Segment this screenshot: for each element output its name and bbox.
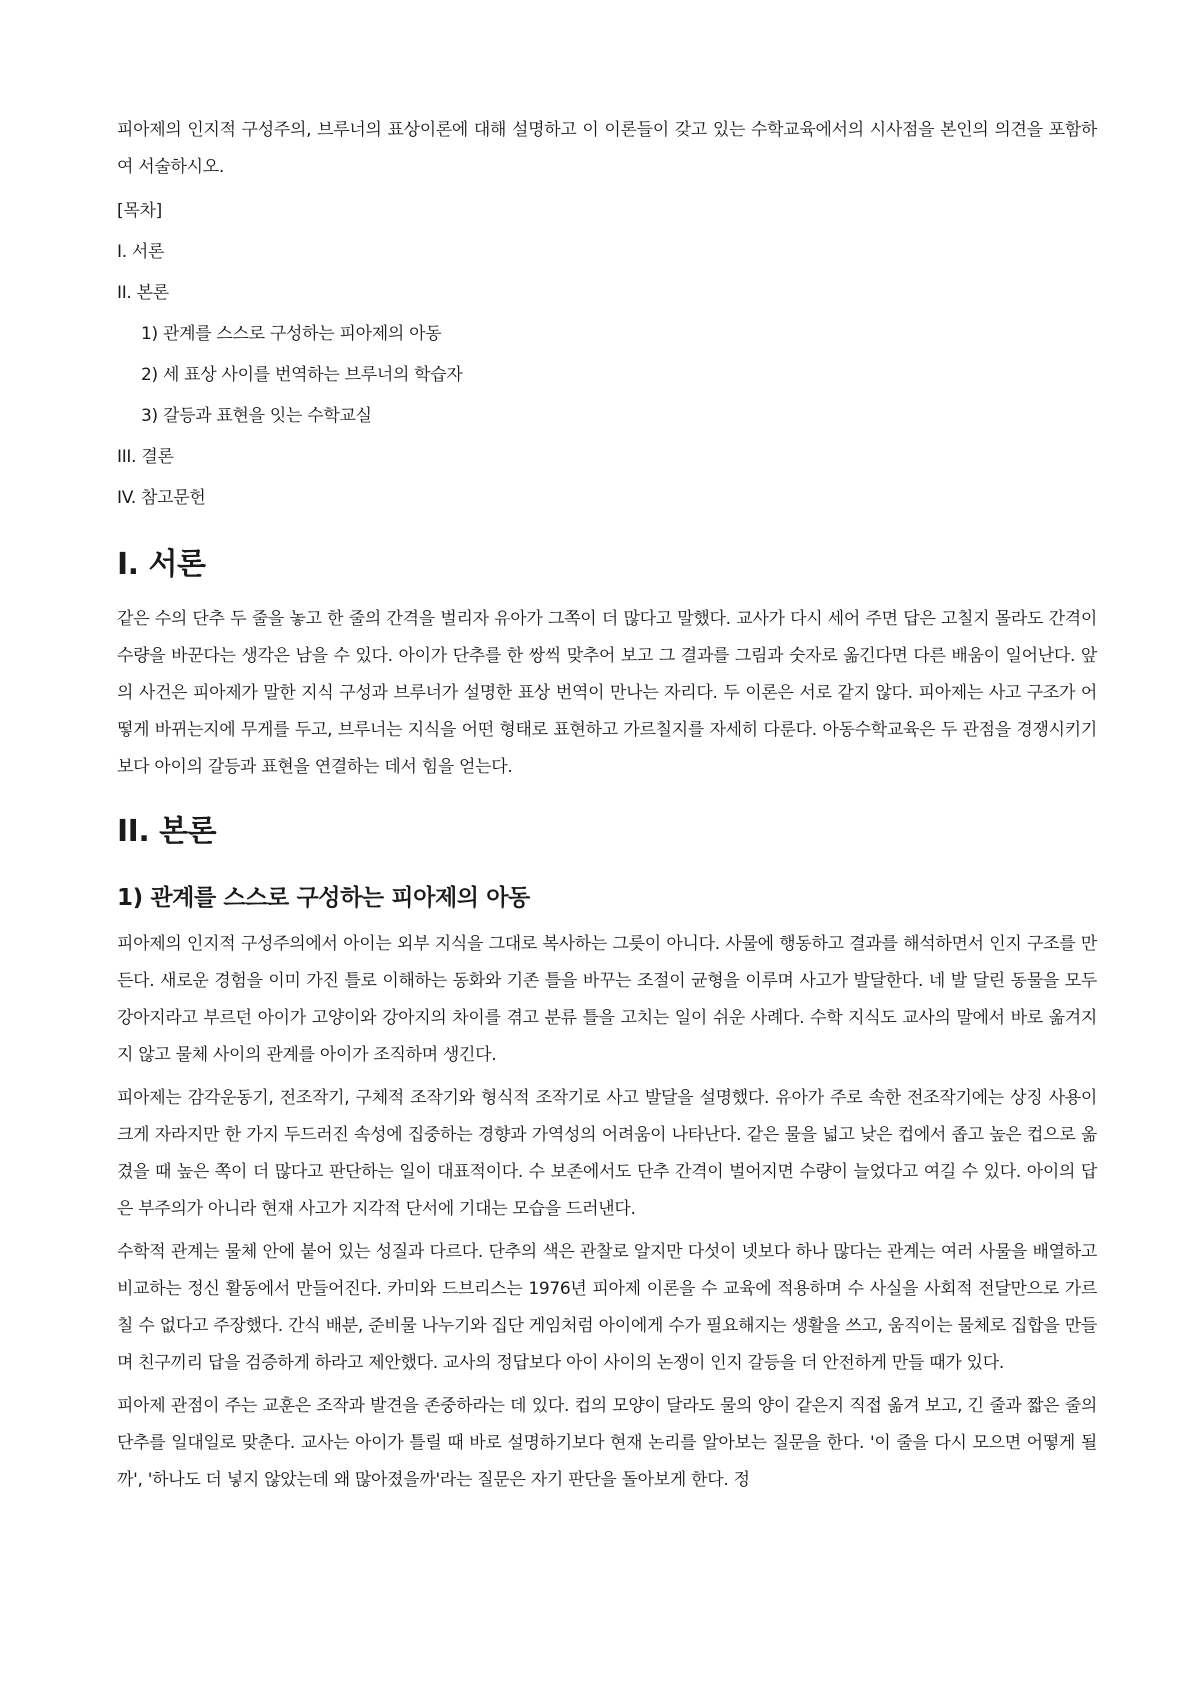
toc-item: III. 결론 (117, 447, 174, 467)
subsection-heading-piaget: 1) 관계를 스스로 구성하는 피아제의 아동 (117, 885, 530, 911)
body-paragraph: 피아제는 감각운동기, 전조작기, 구체적 조작기와 형식적 조작기로 사고 발달을 설명했다. 유아가 주로 속한 전조작기에는 상징 사용이 크게 자라지만 한 가지 두드러진 속성에 집중하는 경향과 가역성의 어려움이 나타난다. 같은 물을 넓고 낮은 컵에서 좁고 높은 컵으로 옮겼을 때 높은 쪽이 더 많다고 판단하는 일이 대표적이다. 수 보존에서도 단추 간격이 벌어지면 수량이 늘었다고 여길 수 있다. 아이의 답은 부주의가 아니라 현재 사고가 지각적 단서에 기대는 모습을 드러낸다. (117, 1088, 1097, 1219)
body-paragraph: 수학적 관계는 물체 안에 붙어 있는 성질과 다르다. 단추의 색은 관찰로 알지만 다섯이 넷보다 하나 많다는 관계는 여러 사물을 배열하고 비교하는 정신 활동에서 만들어진다. 카미와 드브리스는 1976년 피아제 이론을 수 교육에 적용하며 수 사실을 사회적 전달만으로 가르칠 수 없다고 주장했다. 간식 배분, 준비물 나누기와 집단 게임처럼 아이에게 수가 필요해지는 생활을 쓰고, 움직이는 물체로 집합을 만들며 친구끼리 답을 검증하게 하라고 제안했다. 교사의 정답보다 아이 사이의 논쟁이 인지 갈등을 더 안전하게 만들 때가 있다. (117, 1242, 1097, 1373)
toc-title: [목차] (117, 201, 162, 221)
toc-item: IV. 참고문헌 (117, 488, 206, 508)
body-paragraph: 피아제의 인지적 구성주의에서 아이는 외부 지식을 그대로 복사하는 그릇이 아니다. 사물에 행동하고 결과를 해석하면서 인지 구조를 만든다. 새로운 경험을 이미 가진 틀로 이해하는 동화와 기존 틀을 바꾸는 조절이 균형을 이루며 사고가 발달한다. 네 발 달린 동물을 모두 강아지라고 부르던 아이가 고양이와 강아지의 차이를 겪고 분류 틀을 고치는 일이 쉬운 사례다. 수학 지식도 교사의 말에서 바로 옮겨지지 않고 물체 사이의 관계를 아이가 조직하며 생긴다. (117, 934, 1097, 1065)
body-paragraph: 피아제 관점이 주는 교훈은 조작과 발견을 존중하라는 데 있다. 컵의 모양이 달라도 물의 양이 같은지 직접 옮겨 보고, 긴 줄과 짧은 줄의 단추를 일대일로 맞춘다. 교사는 아이가 틀릴 때 바로 설명하기보다 현재 논리를 알아보는 질문을 한다. '이 줄을 다시 모으면 어떻게 될까', '하나도 더 넣지 않았는데 왜 많아졌을까'라는 질문은 자기 판단을 돌아보게 한다. 정 (117, 1396, 1097, 1490)
table-of-contents (117, 191, 1097, 519)
toc-subitem: 2) 세 표상 사이를 번역하는 브루너의 학습자 (141, 365, 463, 385)
toc-subitem: 3) 갈등과 표현을 잇는 수학교실 (141, 406, 372, 426)
section-heading-body: II. 본론 (117, 814, 217, 849)
assignment-question: 피아제의 인지적 구성주의, 브루너의 표상이론에 대해 설명하고 이 이론들이 갖고 있는 수학교육에서의 시사점을 본인의 의견을 포함하여 서술하시오. (117, 120, 1097, 177)
intro-paragraph: 같은 수의 단추 두 줄을 놓고 한 줄의 간격을 벌리자 유아가 그쪽이 더 많다고 말했다. 교사가 다시 세어 주면 답은 고칠지 몰라도 간격이 수량을 바꾼다는 생각은 남을 수 있다. 아이가 단추를 한 쌍씩 맞추어 보고 그 결과를 그림과 숫자로 옮긴다면 다른 배움이 일어난다. 앞의 사건은 피아제가 말한 지식 구성과 브루너가 설명한 표상 번역이 만나는 자리다. 두 이론은 서로 같지 않다. 피아제는 사고 구조가 어떻게 바뀌는지에 무게를 두고, 브루너는 지식을 어떤 형태로 표현하고 가르칠지를 자세히 다룬다. 아동수학교육은 두 관점을 경쟁시키기보다 아이의 갈등과 표현을 연결하는 데서 힘을 얻는다. (117, 609, 1097, 777)
section-heading-intro: I. 서론 (117, 547, 206, 582)
toc-subitem: 1) 관계를 스스로 구성하는 피아제의 아동 (141, 324, 442, 344)
toc-item: II. 본론 (117, 283, 169, 303)
toc-item: I. 서론 (117, 242, 165, 262)
document-page (117, 112, 1097, 1505)
